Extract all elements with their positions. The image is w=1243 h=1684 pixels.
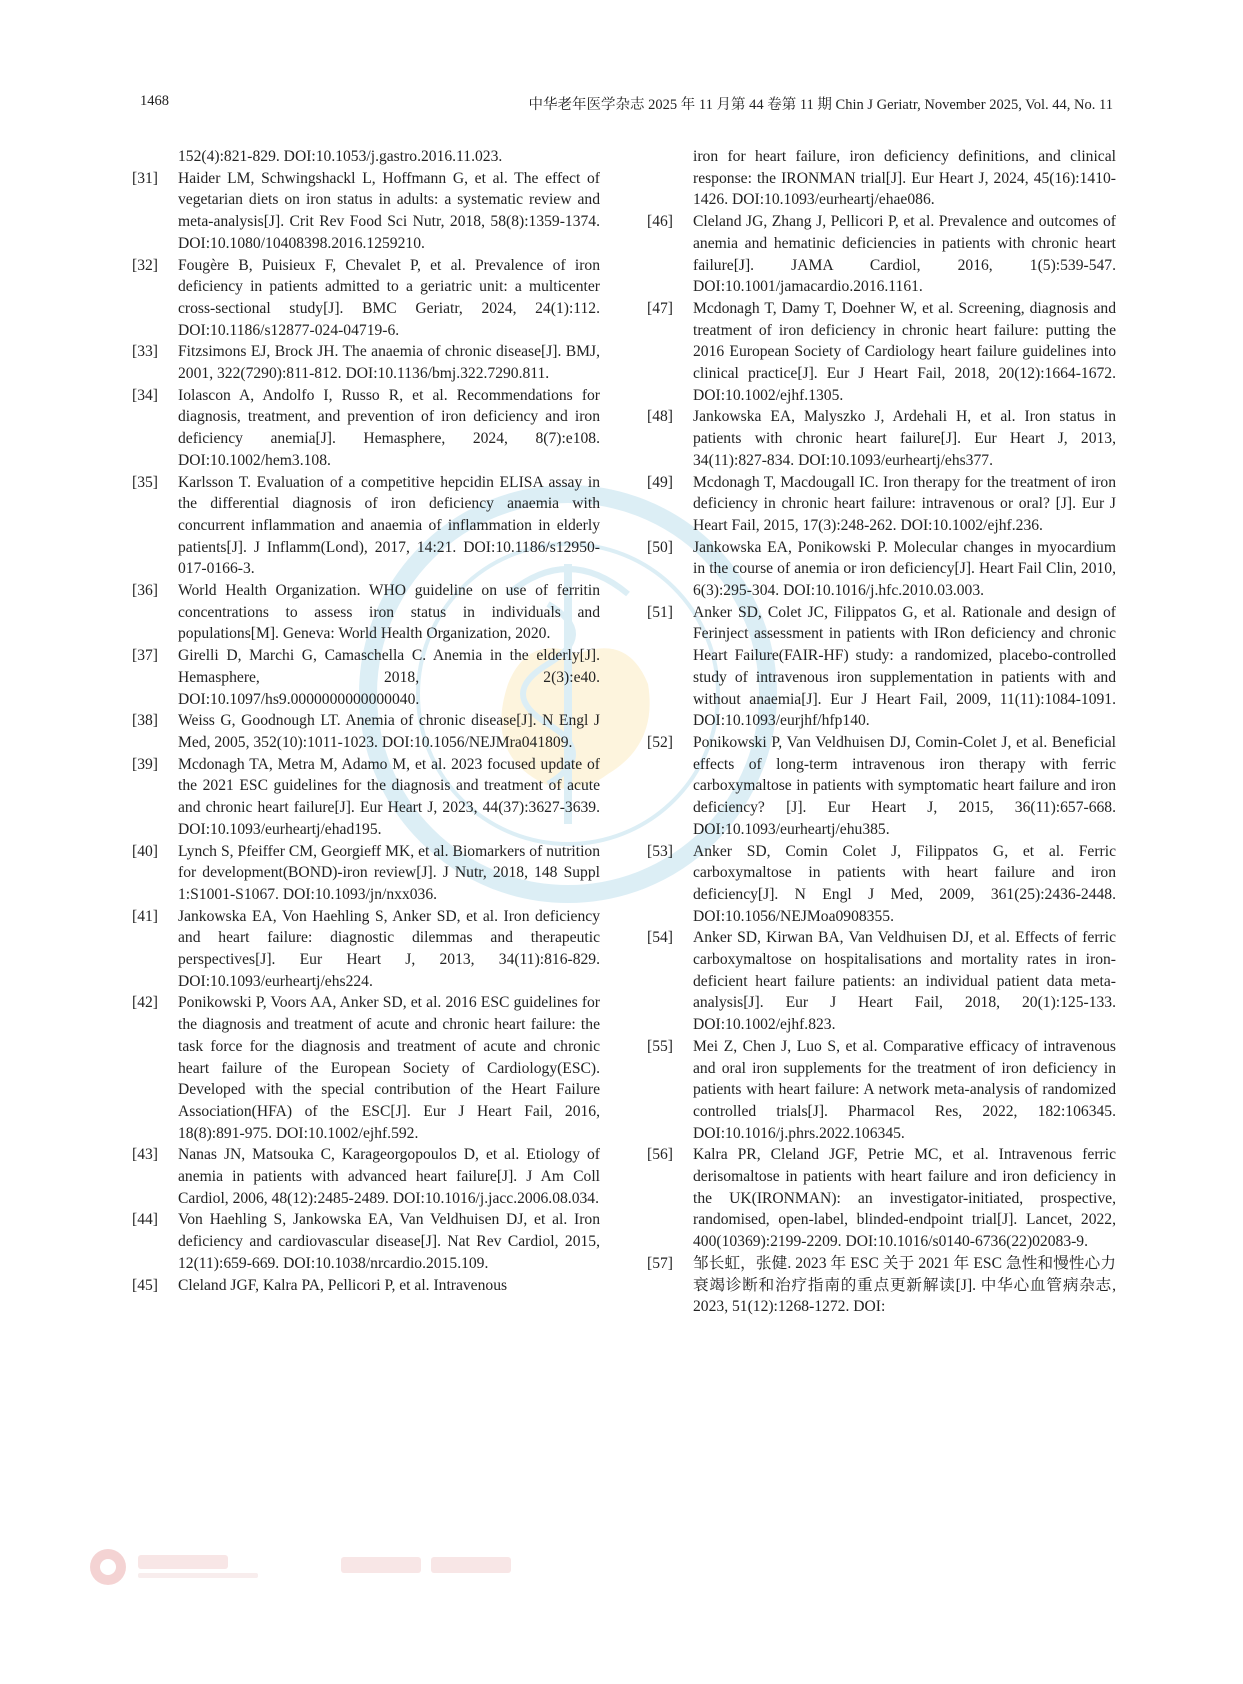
reference-entry (132, 992, 600, 1144)
page-number: 1468 (140, 93, 169, 109)
reference-text: Von Haehling S, Jankowska EA, Van Veldhuisen DJ, et al. Iron deficiency and cardiovascular disease[J]. Nat Rev Cardiol, 2015, 12(11):659-669. DOI:10.1038/nrcardio.2015.109. (178, 1211, 600, 1272)
reference-text: Anker SD, Comin Colet J, Filippatos G, et al. Ferric carboxymaltose in patients with heart failure and iron deficiency[J]. N Engl J Med, 2009, 361(25):2436-2448. DOI:10.1056/NEJMoa0908355. (693, 842, 1116, 925)
reference-number: [44] (132, 1211, 158, 1229)
reference-text: Jankowska EA, Ponikowski P. Molecular changes in myocardium in the course of anemia or iron deficiency[J]. Heart Fail Clin, 2010, 6(3):295-304. DOI:10.1016/j.hfc.2010.03.003. (693, 538, 1116, 600)
reference-entry (647, 602, 1116, 732)
reference-text: Haider LM, Schwingshackl L, Hoffmann G, et al. The effect of vegetarian diets on iron status in adults: a systematic review and meta-analysis[J]. Crit Rev Food Sci Nutr, 2018, 58(8):1359-1374. DOI:10.1080/10408398.2016.1259210. (178, 169, 600, 252)
reference-text: Jankowska EA, Von Haehling S, Anker SD, et al. Iron deficiency and heart failure: diagnostic dilemmas and therapeutic perspectives[J]. Eur Heart J, 2013, 34(11):816-829. DOI:10.1093/eurheartj/ehs224. (178, 907, 600, 990)
reference-entry (132, 1144, 600, 1209)
reference-number: [45] (132, 1276, 158, 1294)
reference-number: [52] (647, 733, 673, 751)
reference-text: Fougère B, Puisieux F, Chevalet P, et al. Prevalence of iron deficiency in patients admitted to a geriatric unit: a multicenter cross-sectional study[J]. BMC Geriatr, 2024, 24(1):112. DOI:10.1186/s12877-024-04719-6. (178, 256, 600, 339)
reference-number: [32] (132, 256, 158, 274)
reference-entry (132, 168, 600, 255)
reference-text: Lynch S, Pfeiffer CM, Georgieff MK, et al. Biomarkers of nutrition for development(BOND)-iron review[J]. J Nutr, 2018, 148 Suppl 1:S1001-S1067. DOI:10.1093/jn/nxx036. (178, 842, 600, 903)
reference-entry (647, 298, 1116, 407)
reference-entry (647, 1253, 1116, 1318)
reference-number: [38] (132, 712, 158, 730)
reference-text: Cleland JGF, Kalra PA, Pellicori P, et al. Intravenous (178, 1276, 508, 1294)
reference-number: [55] (647, 1037, 673, 1055)
reference-number: [54] (647, 929, 673, 947)
reference-text: Mcdonagh T, Damy T, Doehner W, et al. Screening, diagnosis and treatment of iron deficiency in chronic heart failure: putting the 2016 European Society of Cardiology heart failure guidelines into clinical practice[J]. Eur J Heart Fail, 2018, 20(12):1664-1672. DOI:10.1002/ejhf.1305. (693, 299, 1116, 404)
reference-number: [40] (132, 842, 158, 860)
reference-text: iron for heart failure, iron deficiency definitions, and clinical response: the IRONMAN trial[J]. Eur Heart J, 2024, 45(16):1410-1426. DOI:10.1093/eurheartj/ehae086. (693, 148, 1116, 209)
reference-number: [41] (132, 907, 158, 925)
reference-entry (647, 406, 1116, 471)
reference-text: Weiss G, Goodnough LT. Anemia of chronic disease[J]. N Engl J Med, 2005, 352(10):1011-1023. DOI:10.1056/NEJMra041809. (178, 712, 600, 751)
reference-number: [53] (647, 842, 673, 860)
reference-number: [34] (132, 386, 158, 404)
reference-number: [51] (647, 603, 673, 621)
reference-text: Iolascon A, Andolfo I, Russo R, et al. Recommendations for diagnosis, treatment, and prevention of iron deficiency and iron deficiency anemia[J]. Hemasphere, 2024, 8(7):e108. DOI:10.1002/hem3.108. (178, 386, 600, 469)
reference-entry (132, 146, 600, 168)
reference-text: Cleland JG, Zhang J, Pellicori P, et al. Prevalence and outcomes of anemia and hematinic deficiencies in patients with chronic heart failure[J]. JAMA Cardiol, 2016, 1(5):539-547. DOI:10.1001/jamacardio.2016.1161. (693, 213, 1116, 296)
reference-text: 邹长虹，张健. 2023 年 ESC 关于 2021 年 ESC 急性和慢性心力衰竭诊断和治疗指南的重点更新解读[J]. 中华心血管病杂志, 2023, 51(12):1268-1272. DOI: (693, 1254, 1116, 1316)
reference-number: [37] (132, 647, 158, 665)
reference-number: [43] (132, 1146, 158, 1164)
reference-number: [33] (132, 343, 158, 361)
reference-entry (647, 472, 1116, 537)
reference-text: Girelli D, Marchi G, Camaschella C. Anemia in the elderly[J]. Hemasphere, 2018, 2(3):e40. DOI:10.1097/hs9.0000000000000040. (178, 647, 600, 708)
reference-entry (647, 927, 1116, 1036)
reference-entry (132, 906, 600, 993)
reference-number: [42] (132, 994, 158, 1012)
reference-entry (647, 841, 1116, 928)
reference-number: [56] (647, 1146, 673, 1164)
reference-entry (132, 1275, 600, 1297)
reference-text: Fitzsimons EJ, Brock JH. The anaemia of chronic disease[J]. BMJ, 2001, 322(7290):811-812. DOI:10.1136/bmj.322.7290.811. (178, 343, 600, 383)
reference-entry (647, 1036, 1116, 1145)
page-header (140, 93, 1113, 117)
reference-number: [36] (132, 582, 158, 600)
reference-number: [39] (132, 755, 158, 773)
reference-text: 152(4):821-829. DOI:10.1053/j.gastro.2016.11.023. (178, 148, 503, 165)
reference-entry (132, 1209, 600, 1274)
reference-entry (647, 146, 1116, 211)
reference-text: World Health Organization. WHO guideline on use of ferritin concentrations to assess iron status in individuals and populations[M]. Geneva: World Health Organization, 2020. (178, 582, 600, 643)
reference-entry (132, 754, 600, 841)
reference-text: Mcdonagh T, Macdougall IC. Iron therapy for the treatment of iron deficiency in chronic heart failure: intravenous or oral? [J]. Eur J Heart Fail, 2015, 17(3):248-262. DOI:10.1002/ejhf.236. (693, 473, 1116, 534)
reference-entry (132, 385, 600, 472)
journal-info: 中华老年医学杂志 2025 年 11 月第 44 卷第 11 期 Chin J Geriatr, November 2025, Vol. 44, No. 11 (528, 97, 1113, 113)
reference-entry (647, 1144, 1116, 1253)
reference-entry (132, 841, 600, 906)
reference-text: Mei Z, Chen J, Luo S, et al. Comparative efficacy of intravenous and oral iron supplements for the treatment of iron deficiency in patients with heart failure: A network meta-analysis of randomized controlled trials[J]. Pharmacol Res, 2022, 182:106345. DOI:10.1016/j.phrs.2022.106345. (693, 1037, 1116, 1142)
publisher-logo-watermark (86, 1545, 566, 1589)
reference-text: Karlsson T. Evaluation of a competitive hepcidin ELISA assay in the differential diagnosis of iron deficiency anaemia with concurrent inflammation and anaemia of inflammation in elderly patients[J]. J Inflamm(Lond), 2017, 14:21. DOI:10.1186/s12950-017-0166-3. (178, 473, 600, 578)
reference-text: Ponikowski P, Voors AA, Anker SD, et al. 2016 ESC guidelines for the diagnosis and treatment of acute and chronic heart failure: the task force for the diagnosis and treatment of acute and chronic heart failure of the European Society of Cardiology(ESC). Developed with the special contribution of the Heart Failure Association(HFA) of the ESC[J]. Eur J Heart Fail, 2016, 18(8):891-975. DOI:10.1002/ejhf.592. (178, 994, 600, 1142)
reference-text: Ponikowski P, Van Veldhuisen DJ, Comin-Colet J, et al. Beneficial effects of long-term intravenous iron therapy with ferric carboxymaltose in patients with symptomatic heart failure and iron deficiency? [J]. Eur Heart J, 2015, 36(11):657-668. DOI:10.1093/eurheartj/ehu385. (693, 733, 1116, 838)
reference-number: [35] (132, 473, 158, 491)
reference-entry (132, 580, 600, 645)
reference-text: Nanas JN, Matsouka C, Karageorgopoulos D, et al. Etiology of anemia in patients with advanced heart failure[J]. J Am Coll Cardiol, 2006, 48(12):2485-2489. DOI:10.1016/j.jacc.2006.08.034. (178, 1146, 600, 1207)
reference-entry (647, 211, 1116, 298)
reference-text: Kalra PR, Cleland JGF, Petrie MC, et al. Intravenous ferric derisomaltose in patients with heart failure and iron deficiency in the UK(IRONMAN): an investigator-initiated, prospective, randomised, open-label, blinded-endpoint trial[J]. Lancet, 2022, 400(10369):2199-2209. DOI:10.1016/s0140-6736(22)02083-9. (693, 1146, 1116, 1251)
reference-entry (132, 645, 600, 710)
reference-text: Mcdonagh TA, Metra M, Adamo M, et al. 2023 focused update of the 2021 ESC guidelines for the diagnosis and treatment of acute and chronic heart failure[J]. Eur Heart J, 2023, 44(37):3627-3639. DOI:10.1093/eurheartj/ehad195. (178, 755, 600, 838)
reference-entry (132, 255, 600, 342)
reference-entry (647, 537, 1116, 602)
reference-number: [50] (647, 538, 673, 556)
reference-text: Anker SD, Kirwan BA, Van Veldhuisen DJ, et al. Effects of ferric carboxymaltose on hospitalisations and mortality rates in iron-deficient heart failure patients: an individual patient data meta-analysis[J]. Eur J Heart Fail, 2018, 20(1):125-133. DOI:10.1002/ejhf.823. (693, 929, 1116, 1034)
reference-number: [47] (647, 299, 673, 317)
right-column-references (647, 146, 1116, 1318)
left-column-references (132, 146, 600, 1296)
reference-text: Anker SD, Colet JC, Filippatos G, et al. Rationale and design of Ferinject assessment in patients with IRon deficiency and chronic Heart Failure(FAIR-HF) study: a randomized, placebo-controlled study of intravenous iron supplementation in patients with and without anaemia[J]. Eur J Heart Fail, 2009, 11(11):1084-1091. DOI:10.1093/eurjhf/hfp140. (693, 603, 1116, 730)
reference-entry (132, 341, 600, 384)
reference-entry (132, 710, 600, 753)
reference-number: [48] (647, 408, 673, 426)
reference-text: Jankowska EA, Malyszko J, Ardehali H, et al. Iron status in patients with chronic heart failure[J]. Eur Heart J, 2013, 34(11):827-834. DOI:10.1093/eurheartj/ehs377. (693, 408, 1116, 469)
reference-entry (132, 472, 600, 581)
reference-number: [57] (647, 1254, 673, 1272)
reference-number: [49] (647, 473, 673, 491)
reference-number: [31] (132, 169, 158, 187)
reference-number: [46] (647, 213, 673, 231)
reference-entry (647, 732, 1116, 841)
